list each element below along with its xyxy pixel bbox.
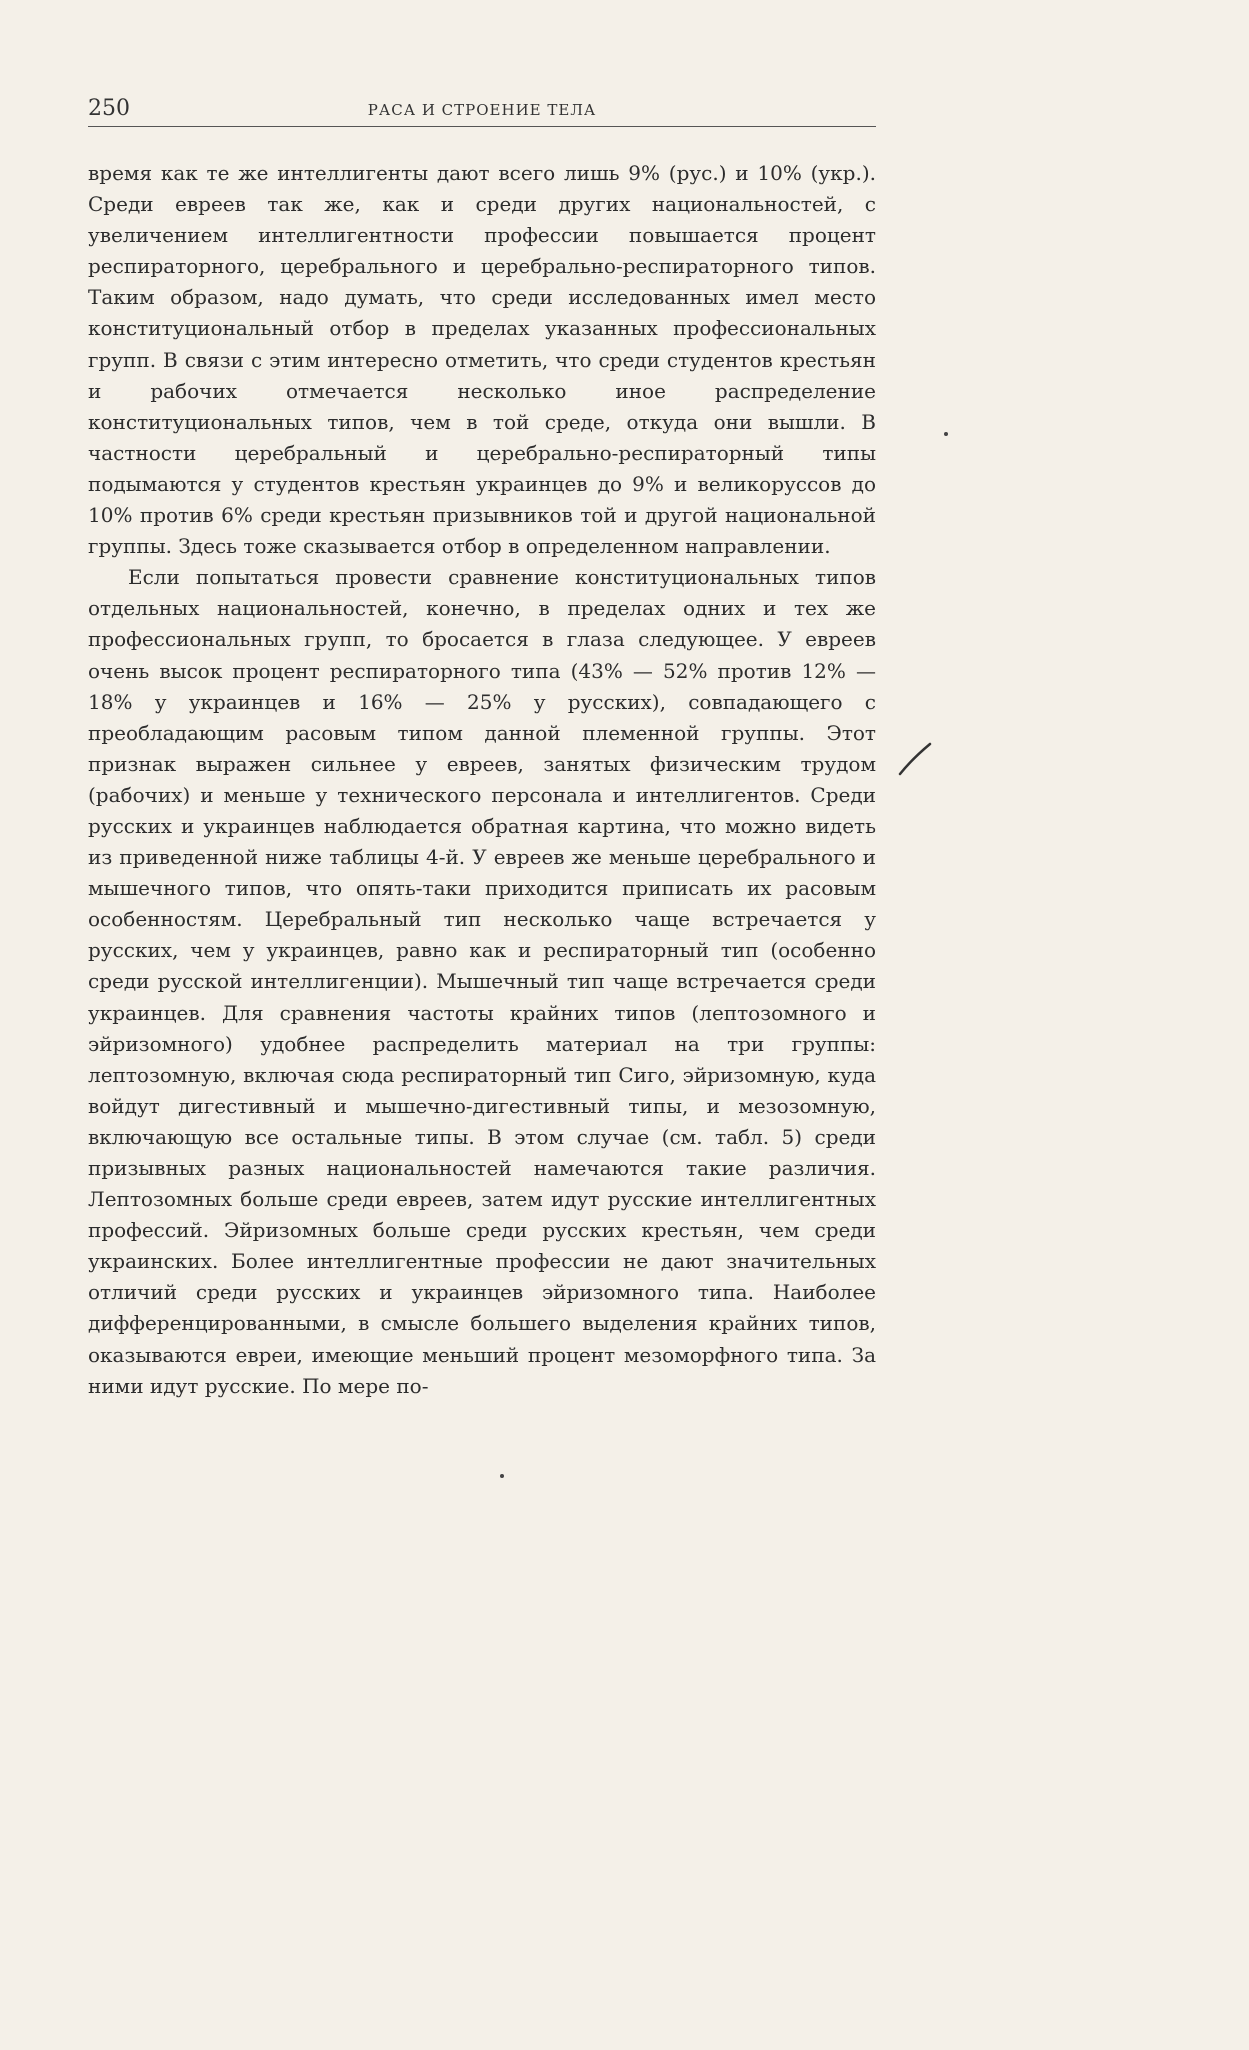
page-number: 250 — [88, 96, 130, 121]
running-title: РАСА И СТРОЕНИЕ ТЕЛА — [367, 101, 597, 119]
ink-speck — [944, 432, 948, 436]
paragraph-2: Если попытаться провести сравнение конституциональных типов отдельных национальностей, конечно, в пределах одних и тех же профессиональных групп, то бросается в глаза следующее. У евреев очень высок процент респираторного типа (43% — 52% против 12% — 18% у украинцев и 16% — 25% у русских), совпадающего с преобладающим расовым типом данной племенной группы. Этот признак выражен сильнее у евреев, занятых физическим трудом (рабочих) и меньше у технического персонала и интеллигентов. Среди русских и украинцев наблюдается обратная картина, что можно видеть из приведенной ниже таблицы 4-й. У евреев же меньше церебрального и мышечного типов, что опять-таки приходится приписать их расовым особенностям. Церебральный тип несколько чаще встречается у русских, чем у украинцев, равно как и респираторный тип (особенно среди русской интеллигенции). Мышечный тип чаще встречается среди украинцев. Для сравнения частоты крайних типов (лептозомного и эйризомного) удобнее распределить материал на три группы: лептозомную, включая сюда респираторный тип Сиго, эйризомную, куда войдут дигестивный и мышечно-дигестивный типы, и мезозомную, включающую все остальные типы. В этом случае (см. табл. 5) среди призывных разных национальностей намечаются такие различия. Лептозомных больше среди евреев, затем идут русские интеллигентных профессий. Эйризомных больше среди русских крестьян, чем среди украинских. Более интеллигентные профессии не дают значительных отличий среди русских и украинцев эйризомного типа. Наиболее дифференцированными, в смысле большего выделения крайних типов, оказываются евреи, имеющие меньший процент мезоморфного типа. За ними идут русские. По мере по- — [88, 565, 876, 1398]
page-header — [88, 96, 876, 127]
ink-speck — [500, 1474, 504, 1478]
pencil-mark-icon — [898, 742, 932, 776]
paragraph-1: время как те же интеллигенты дают всего лишь 9% (рус.) и 10% (укр.). Среди евреев так же, как и среди других национальностей, с увеличением интеллигентности профессии повышается процент респираторного, церебрального и церебрально-респираторного типов. Таким образом, надо думать, что среди исследованных имел место конституциональный отбор в пределах указанных профессиональных групп. В связи с этим интересно отметить, что среди студентов крестьян и рабочих отмечается несколько иное распределение конституциональных типов, чем в той среде, откуда они вышли. В частности церебральный и церебрально-респираторный типы подымаются у студентов крестьян украинцев до 9% и великоруссов до 10% против 6% среди крестьян призывников той и другой национальной группы. Здесь тоже сказывается отбор в определенном направлении. — [88, 161, 876, 559]
body-text — [88, 158, 876, 1402]
